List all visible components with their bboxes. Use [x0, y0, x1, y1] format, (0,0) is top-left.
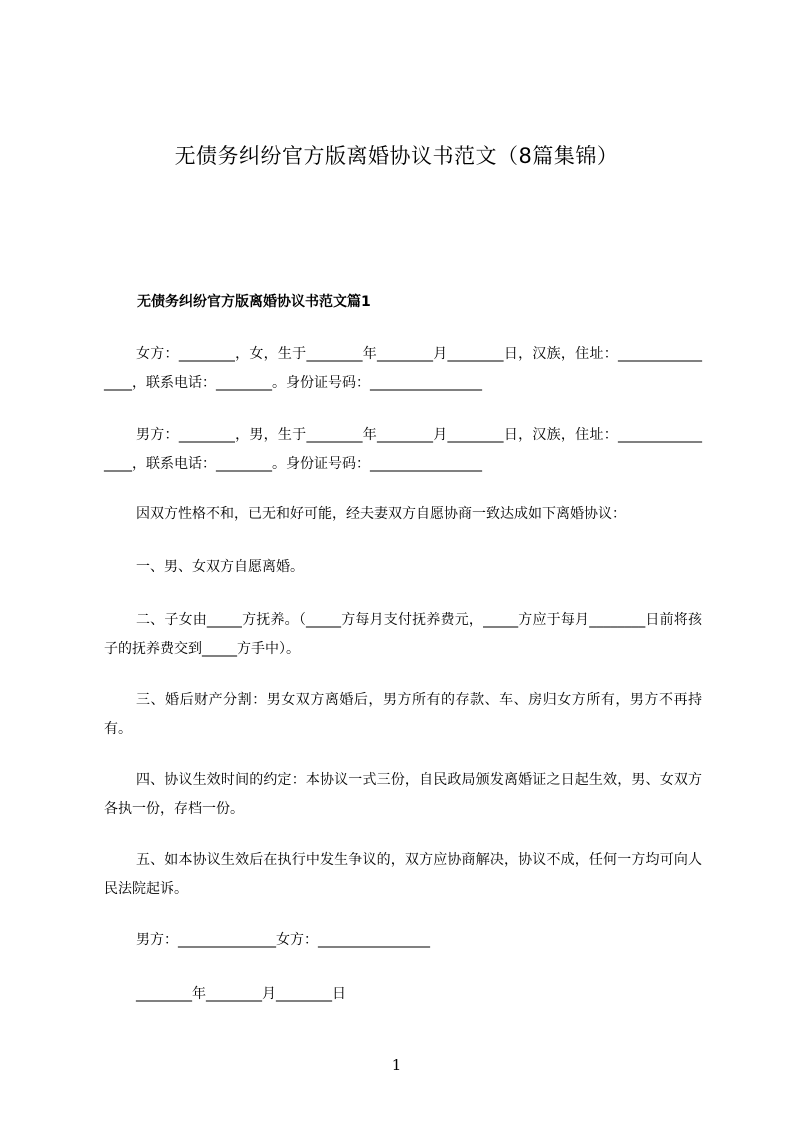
page-number: 1 — [391, 1056, 402, 1074]
party-male-info: 男方：________，男，生于________年________月________日，汉族，住址：________________，联系电话：________。身份证号码：________________ — [104, 427, 702, 472]
clause-1-divorce: 一、男、女双方自愿离婚。 — [136, 559, 304, 575]
section-heading: 无债务纠纷官方版离婚协议书范文篇1 — [137, 294, 371, 310]
clause-5-disputes: 五、如本协议生效后在执行中发生争议的，双方应协商解决，协议不成，任何一方均可向人民法院起诉。 — [104, 852, 702, 897]
clause-4-effective-date: 四、协议生效时间的约定：本协议一式三份，自民政局颁发离婚证之日起生效，男、女双方各执一份，存档一份。 — [104, 772, 702, 817]
clause-3-property: 三、婚后财产分割：男女双方离婚后，男方所有的存款、车、房归女方所有，男方不再持有。 — [104, 692, 702, 737]
signature-line: 男方：______________女方：________________ — [136, 932, 430, 948]
date-line: ________年________月________日 — [136, 986, 346, 1002]
document-title: 无债务纠纷官方版离婚协议书范文（8篇集锦） — [174, 144, 619, 168]
party-female-info: 女方：________，女，生于________年________月________日，汉族，住址：________________，联系电话：________。身份证号码：________________ — [104, 346, 702, 391]
agreement-preamble: 因双方性格不和，已无和好可能，经夫妻双方自愿协商一致达成如下离婚协议： — [136, 506, 626, 522]
clause-2-child-custody: 二、子女由_____方抚养。（_____方每月支付抚养费元，_____方应于每月________日前将孩子的抚养费交到_____方手中）。 — [104, 612, 702, 657]
